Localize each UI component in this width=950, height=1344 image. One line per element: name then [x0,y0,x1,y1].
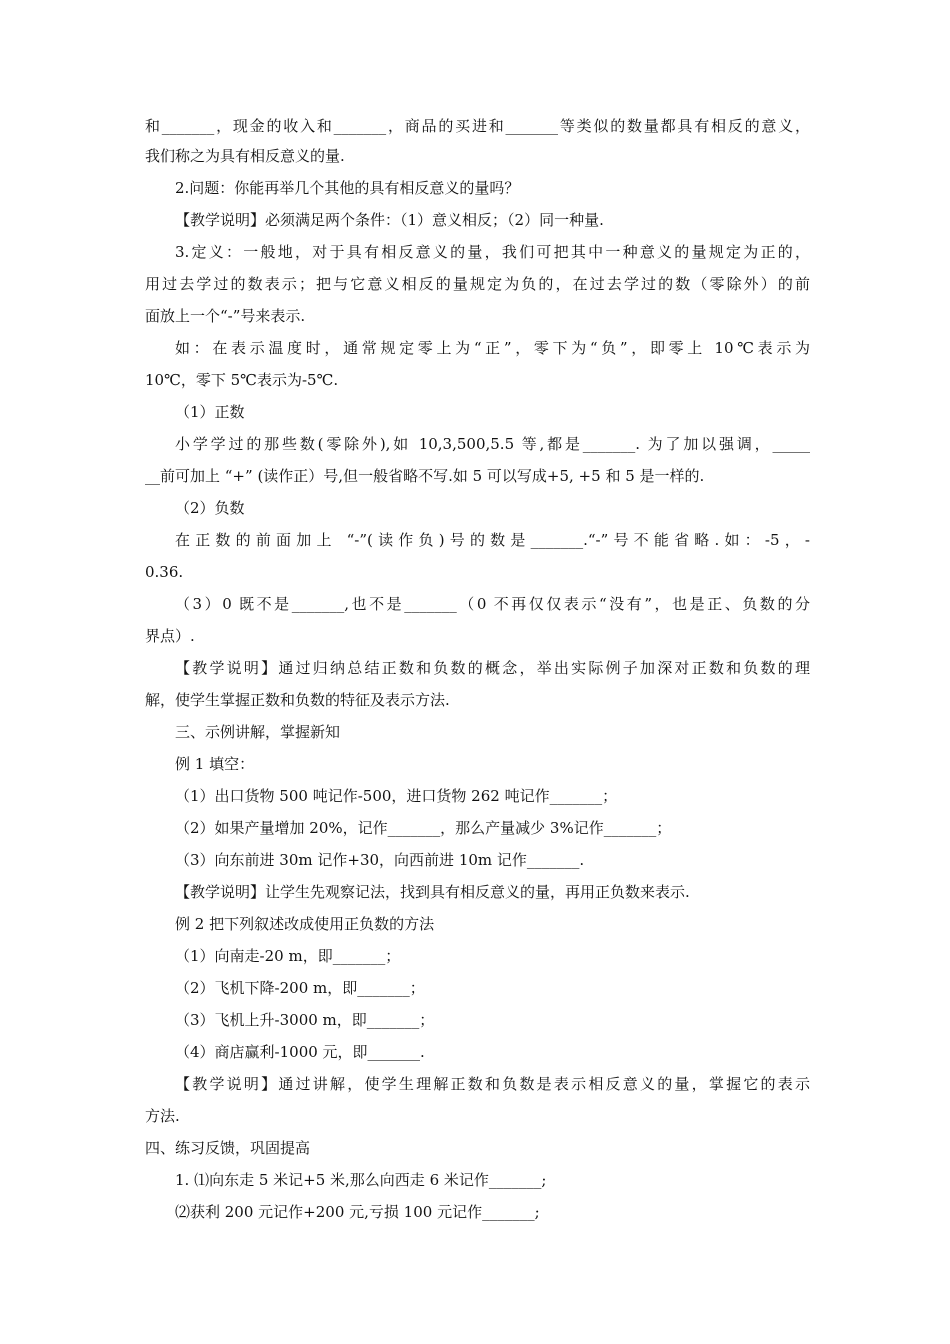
section-heading: 三、示例讲解，掌握新知 [175,723,341,741]
exercise-item: （1）出口货物 500 吨记作-500，进口货物 262 吨记作_______； [175,787,618,805]
teaching-note: 【教学说明】通过归纳总结正数和负数的概念，举出实际例子加深对正数和负数的理 [175,659,810,677]
text-line: __前可加上 “+” (读作正）号,但一般省略不写.如 5 可以写成+5, +5 和 5 是一样的. [145,467,705,485]
teaching-note: 【教学说明】必须满足两个条件：（1）意义相反；（2）同一种量. [175,211,604,229]
example-heading: 例 2 把下列叙述改成使用正负数的方法 [175,915,435,933]
text-line: 我们称之为具有相反意义的量. [145,147,345,165]
teaching-note: 【教学说明】让学生先观察记法，找到具有相反意义的量，再用正负数来表示. [175,883,690,901]
exercise-item: （2）飞机下降-200 m，即_______； [175,979,425,997]
text-line: 2.问题：你能再举几个其他的具有相反意义的量吗？ [175,179,520,197]
text-line: 用过去学过的数表示；把与它意义相反的量规定为负的，在过去学过的数（零除外）的前 [145,275,810,293]
exercise-item: ⑵获利 200 元记作+200 元,亏损 100 元记作_______; [175,1203,540,1221]
exercise-item: （2）如果产量增加 20%，记作_______，那么产量减少 3%记作_______； [175,819,672,837]
subheading: （2）负数 [175,499,245,517]
exercise-item: 1. ⑴向东走 5 米记+5 米,那么向西走 6 米记作_______; [175,1171,547,1189]
text-line: 0.36. [145,563,184,581]
text-line: 解，使学生掌握正数和负数的特征及表示方法. [145,691,450,709]
text-line: 小学学过的那些数(零除外),如 10,3,500,5.5 等,都是_______. 为了加以强调，_____ [175,435,810,453]
text-line: 方法. [145,1107,180,1125]
exercise-item: （1）向南走-20 m，即_______； [175,947,401,965]
text-line: （3）0 既不是_______,也不是_______（0 不再仅仅表示“没有”，也是正、负数的分 [175,595,810,613]
exercise-item: （4）商店赢利-1000 元，即_______. [175,1043,425,1061]
text-line: 面放上一个“-”号来表示. [145,307,306,325]
section-heading: 四、练习反馈，巩固提高 [145,1139,311,1157]
exercise-item: （3）飞机上升-3000 m，即_______； [175,1011,435,1029]
example-heading: 例 1 填空： [175,755,255,773]
text-line: 3.定义：一般地，对于具有相反意义的量，我们可把其中一种意义的量规定为正的， [175,243,810,261]
text-line: 在正数的前面加上 “-”(读作负)号的数是_______.“-”号不能省略.如：-5，- [175,531,810,549]
subheading: （1）正数 [175,403,245,421]
text-line: 界点）. [145,627,195,645]
teaching-note: 【教学说明】通过讲解，使学生理解正数和负数是表示相反意义的量，掌握它的表示 [175,1075,810,1093]
text-line: 10℃，零下 5℃表示为-5℃. [145,371,339,389]
text-line: 如：在表示温度时，通常规定零上为“正”，零下为“负”，即零上 10℃表示为 [175,339,810,357]
exercise-item: （3）向东前进 30m 记作+30，向西前进 10m 记作_______. [175,851,585,869]
text-line: 和_______，现金的收入和_______，商品的买进和_______等类似的数量都具有相反的意义， [145,117,810,135]
